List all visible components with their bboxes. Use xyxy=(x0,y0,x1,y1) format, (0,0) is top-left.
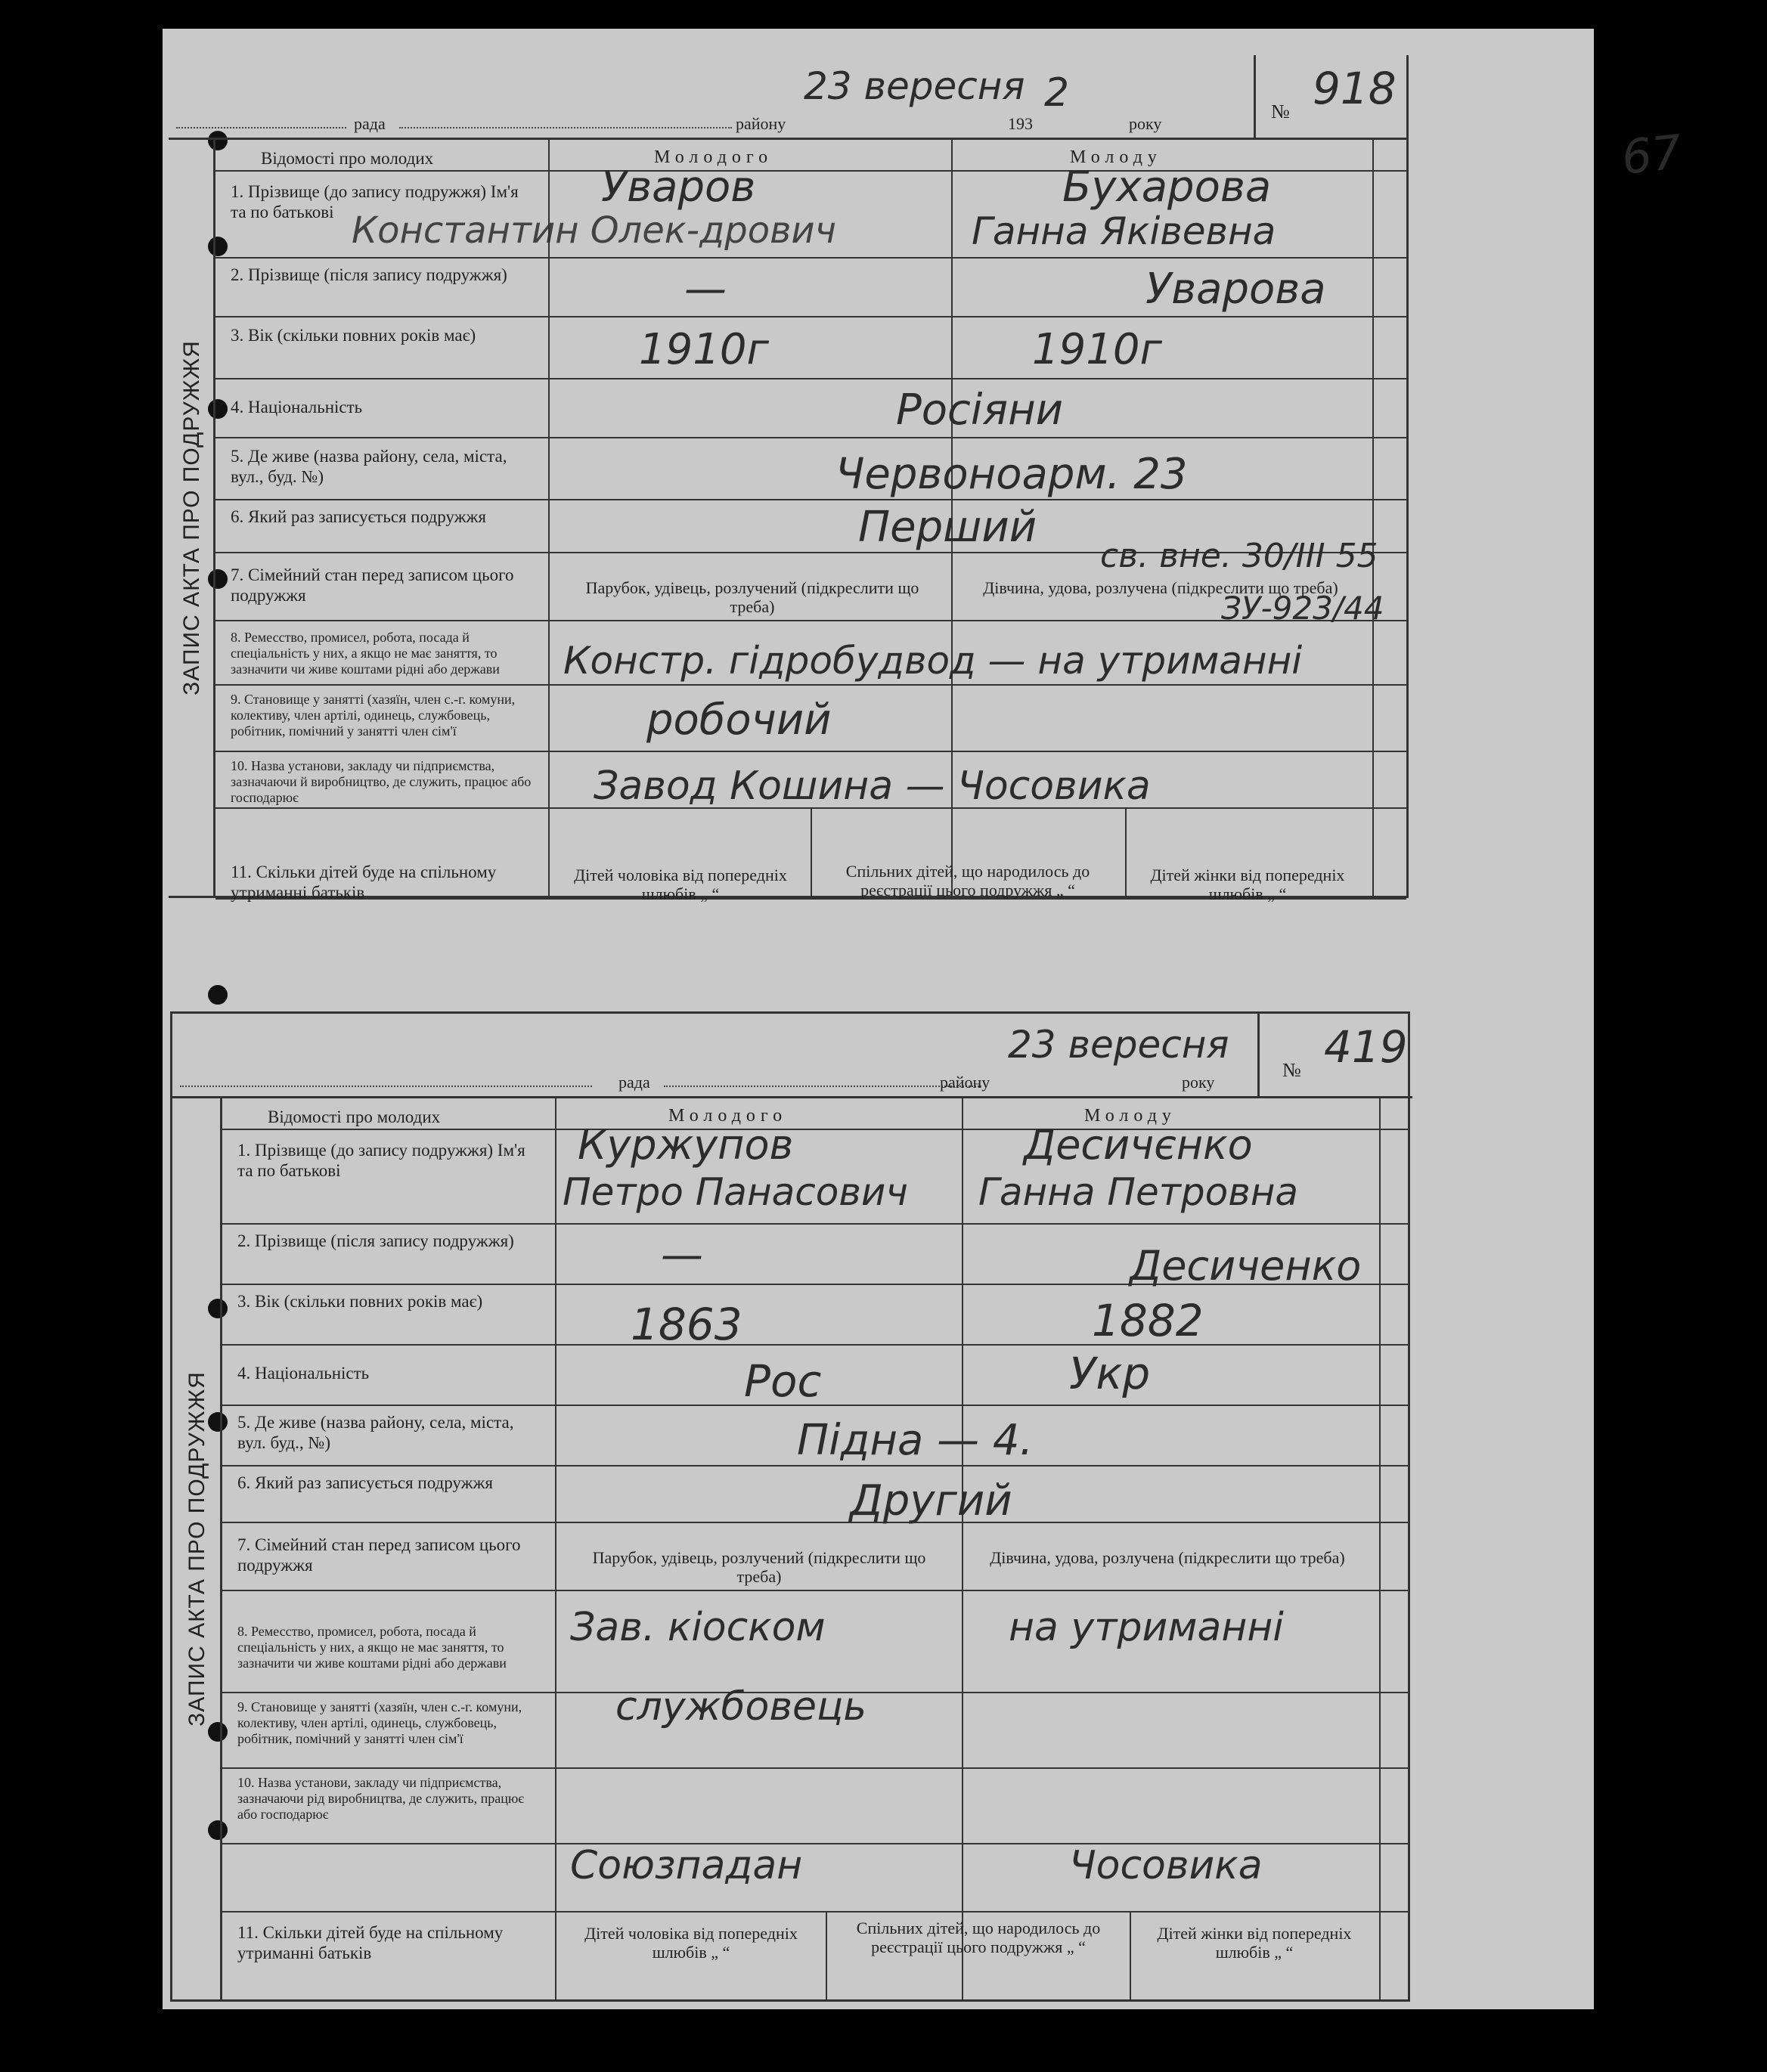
q2-label: 2. Прізвище (після запису подружжя) xyxy=(231,265,507,284)
hw-bride-workplace: Чосовика xyxy=(1069,1843,1263,1888)
record-number-box xyxy=(1257,1014,1412,1098)
children-groom: Дітей чоловіка від попередніх шлюбів „ “ xyxy=(584,1924,798,1962)
record-number-box xyxy=(1254,55,1409,140)
hw-bride-age: 1910г xyxy=(1032,325,1162,374)
q5-label: 5. Де живе (назва району, села, міста, вул., буд. №) xyxy=(231,447,507,486)
children-bride: Дітей жінки від попередніх шлюбів „ “ xyxy=(1150,866,1345,903)
hw-groom-name: Константин Олек-дрович xyxy=(352,209,836,252)
hw-bride-surname: Десичєнко xyxy=(1024,1121,1253,1169)
hw-bride-surname-after: Десиченко xyxy=(1130,1242,1362,1290)
hw-groom-age: 1863 xyxy=(631,1299,742,1350)
hw-groom-surname: Куржупов xyxy=(578,1121,794,1169)
marriage-record-form-2 xyxy=(170,1011,1410,2002)
hw-groom-name: Петро Панасович xyxy=(563,1170,908,1214)
form-grid xyxy=(222,1098,1408,1999)
marital-groom-options: Парубок, удівець, розлучений (підкреслити що треба) xyxy=(592,1548,926,1586)
hw-groom-nationality: Рос xyxy=(744,1355,822,1407)
q8-label: 8. Ремесство, промисел, робота, посада й спеціальність у них, а якщо не має заняття, то зазначити чи живе коштами рідні або держави xyxy=(237,1624,507,1671)
hw-bride-surname: Бухарова xyxy=(1062,163,1272,212)
q7-label: 7. Сімейний стан перед записом цього подружжя xyxy=(231,565,514,605)
side-title: ЗАПИС АКТА ПРО ПОДРУЖЖЯ xyxy=(179,340,204,695)
number-label: № xyxy=(1282,1059,1301,1081)
hw-times: Другий xyxy=(850,1476,1012,1525)
q11-label: 11. Скільки дітей буде на спільному утриманні батьків xyxy=(237,1923,504,1962)
col-bride-header: Молоду xyxy=(1084,1106,1176,1126)
handwritten-date: 23 вересня xyxy=(804,64,1025,108)
record-number: 918 xyxy=(1313,63,1397,114)
q3-label: 3. Вік (скільки повних років має) xyxy=(237,1292,483,1311)
hw-bride-nationality: Укр xyxy=(1069,1348,1151,1399)
marriage-record-form-1 xyxy=(169,55,1409,903)
handwritten-year-digit: 2 xyxy=(1044,70,1070,116)
hw-position: службовець xyxy=(615,1684,867,1730)
punch-hole xyxy=(208,985,228,1005)
record-number: 419 xyxy=(1324,1021,1408,1073)
rada-label: рада xyxy=(618,1073,650,1092)
q8-label: 8. Ремесство, промисел, робота, посада й спеціальність у них, а якщо не має заняття, то зазначити чи живе коштами рідні або держави xyxy=(231,630,500,677)
children-common: Спільних дітей, що народилось до реєстрації цього подружжя „ “ xyxy=(845,862,1090,900)
q7-label: 7. Сімейний стан перед записом цього подружжя xyxy=(237,1535,521,1575)
col-question-header: Відомості про молодих xyxy=(261,149,434,168)
rada-label: рада xyxy=(354,114,386,133)
form-header xyxy=(172,1014,1257,1098)
marital-bride-options: Дівчина, удова, розлучена (підкреслити що треба) xyxy=(990,1548,1345,1567)
page-number: 67 xyxy=(1619,124,1685,185)
q10-label: 10. Назва установи, закладу чи підприємства, зазначаючи й виробництво, де служить, працює або господарює xyxy=(231,758,532,805)
hw-bride-name: Ганна Петровна xyxy=(978,1170,1299,1214)
marital-groom-options: Парубок, удівець, розлучений (підкреслити що треба) xyxy=(585,578,919,616)
document-sheet xyxy=(163,29,1685,2009)
marital-bride-options: Дівчина, удова, розлучена (підкреслити що треба) xyxy=(983,578,1338,597)
side-title-bar xyxy=(172,1098,222,1999)
col-groom-header: Молодого xyxy=(668,1106,788,1126)
hw-note-1: св. вне. 30/ІІІ 55 xyxy=(1100,537,1378,575)
year-label: 193 xyxy=(1008,114,1033,133)
hw-groom-surname-after: — xyxy=(661,1231,703,1280)
hw-groom-workplace: Союзпадан xyxy=(570,1843,803,1888)
hw-bride-name: Ганна Яківевна xyxy=(972,209,1276,253)
q2-label: 2. Прізвище (після запису подружжя) xyxy=(237,1231,514,1250)
hw-groom-surname-after: — xyxy=(684,265,727,314)
hw-nationality: Росіяни xyxy=(896,386,1064,435)
q9-label: 9. Становище у занятті (хазяїн, член с.-г. комуни, колективу, член артілі, одинець, службовець, робітник, помічний у занятті член сім'ї xyxy=(237,1699,522,1746)
hw-note-2: ЗУ-923/44 xyxy=(1221,590,1384,627)
col-bride-header: Молоду xyxy=(1070,147,1162,167)
q5-label: 5. Де живе (назва району, села, міста, вул. буд., №) xyxy=(237,1413,514,1452)
q9-label: 9. Становище у занятті (хазяїн, член с.-г. комуни, колективу, член артілі, одинець, службовець, робітник, помічний у занятті член сім'ї xyxy=(231,692,516,739)
hw-groom-age: 1910г xyxy=(639,325,769,374)
children-common: Спільних дітей, що народилось до реєстрації цього подружжя „ “ xyxy=(856,1919,1101,1956)
q3-label: 3. Вік (скільки повних років має) xyxy=(231,326,476,345)
col-groom-header: Молодого xyxy=(654,147,773,167)
q4-label: 4. Національність xyxy=(237,1364,370,1383)
form-grid xyxy=(215,140,1406,903)
form-header xyxy=(169,55,1254,140)
rik-label: року xyxy=(1182,1073,1215,1092)
rik-label: року xyxy=(1129,114,1162,133)
hw-occupation: Констр. гідробудвод — на утриманні xyxy=(563,639,1303,683)
q4-label: 4. Національність xyxy=(231,398,363,417)
children-groom: Дітей чоловіка від попередніх шлюбів „ “ xyxy=(574,866,787,903)
hw-workplace: Завод Кошина — Чосовика xyxy=(594,763,1151,809)
side-title: ЗАПИС АКТА ПРО ПОДРУЖЖЯ xyxy=(184,1371,209,1727)
hw-bride-occupation: на утриманні xyxy=(1009,1605,1284,1650)
q10-label: 10. Назва установи, закладу чи підприємства, зазначаючи рід виробництва, де служить, працює або господарює xyxy=(237,1775,525,1822)
q6-label: 6. Який раз записується подружжя xyxy=(231,507,486,526)
number-label: № xyxy=(1271,101,1290,122)
children-bride: Дітей жінки від попередніх шлюбів „ “ xyxy=(1157,1924,1352,1962)
handwritten-date: 23 вересня xyxy=(1008,1023,1229,1067)
hw-bride-surname-after: Уварова xyxy=(1145,265,1326,314)
hw-address: Підна — 4. xyxy=(797,1416,1034,1465)
q6-label: 6. Який раз записується подружжя xyxy=(237,1473,493,1492)
hw-bride-age: 1882 xyxy=(1092,1295,1204,1346)
hw-position: робочий xyxy=(646,695,832,745)
hw-times: Перший xyxy=(858,503,1037,552)
q11-label: 11. Скільки дітей буде на спільному утриманні батьків xyxy=(231,863,497,902)
hw-address: Червоноарм. 23 xyxy=(835,450,1188,499)
side-title-bar xyxy=(169,140,215,896)
raion-label: району xyxy=(940,1073,990,1092)
hw-groom-occupation: Зав. кіоском xyxy=(570,1605,826,1650)
raion-label: району xyxy=(736,114,786,133)
q1-label: 1. Прізвище (до запису подружжя) Ім'я та по батькові xyxy=(237,1141,525,1180)
q1-label: 1. Прізвище (до запису подружжя) Ім'я та по батькові xyxy=(231,182,519,221)
hw-groom-surname: Уваров xyxy=(601,163,756,212)
col-question-header: Відомості про молодих xyxy=(268,1107,441,1126)
